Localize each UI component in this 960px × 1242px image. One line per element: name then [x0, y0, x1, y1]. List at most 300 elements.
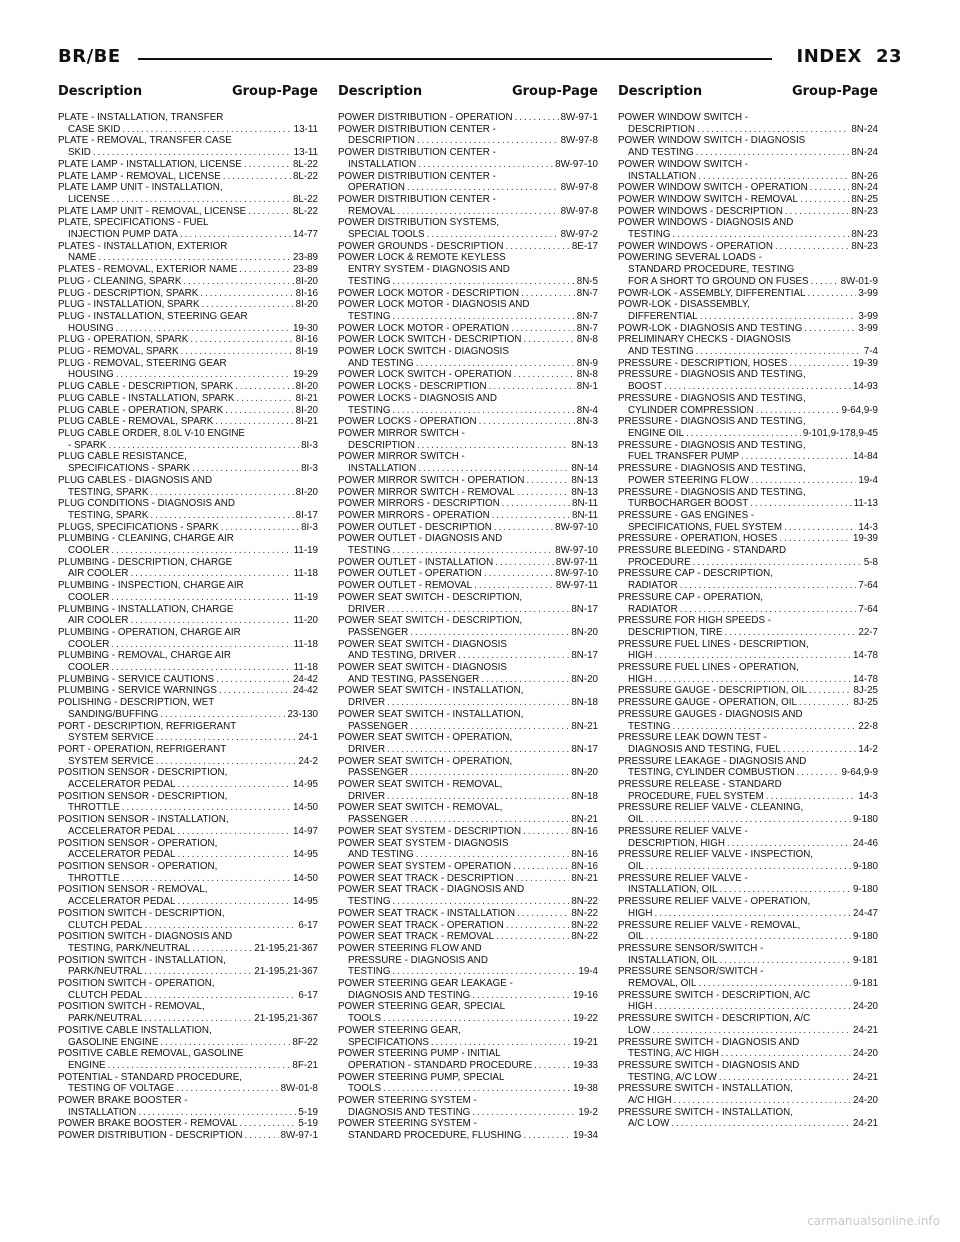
entry-page: 8L-22 [292, 193, 318, 205]
index-entry [338, 557, 598, 569]
entry-line [58, 1025, 318, 1037]
dot-leader [691, 557, 862, 569]
entry-text: DIAGNOSIS AND TESTING, FUEL [628, 743, 781, 755]
entry-text: PRESSURE GAUGE - OPERATION, OIL [618, 697, 797, 709]
index-entry [338, 662, 598, 685]
entry-text: POWER SEAT SYSTEM - DIAGNOSIS [338, 837, 509, 849]
entry-page: 24-42 [292, 673, 318, 685]
entry-line [58, 323, 318, 335]
watermark: carmanualsonline.info [807, 1214, 940, 1228]
dot-leader [91, 147, 292, 159]
entry-text: PRESSURE SENSOR/SWITCH - [618, 942, 764, 954]
entry-line [58, 990, 318, 1002]
index-entry [58, 884, 318, 907]
heading-group-page: Group-Page [231, 84, 318, 99]
entry-line [618, 299, 878, 311]
entry-page: 14-3 [858, 521, 878, 533]
entry-text: PLUG - DESCRIPTION, SPARK [58, 287, 199, 299]
entry-text: PRESSURE LEAKAGE - DIAGNOSIS AND [618, 755, 807, 767]
dot-leader [128, 568, 291, 580]
entry-line [618, 440, 878, 452]
header-rule [138, 58, 772, 60]
entry-text: PLATES - REMOVAL, EXTERIOR NAME [58, 264, 238, 276]
index-entry [338, 194, 598, 217]
entry-line [338, 428, 598, 440]
index-entry [338, 171, 598, 194]
entry-line [618, 838, 878, 850]
entry-line [618, 206, 878, 218]
entry-text: INSTALLATION [628, 170, 697, 182]
entry-line [58, 510, 318, 522]
entry-text: POWER SEAT TRACK - OPERATION [338, 919, 504, 931]
entry-line [618, 124, 878, 136]
entry-line [618, 1013, 878, 1025]
entry-line [58, 1107, 318, 1119]
entry-line [58, 1001, 318, 1013]
index-entry [618, 159, 878, 182]
entry-text: AND TESTING [628, 346, 694, 358]
entry-line [58, 592, 318, 604]
entry-page: 6-17 [298, 989, 318, 1001]
dot-leader [198, 288, 293, 300]
index-entry [58, 791, 318, 814]
index-entry [618, 194, 878, 206]
entry-page: 5-19 [298, 1106, 318, 1118]
entry-text: PLATE, SPECIFICATIONS - FUEL [58, 217, 209, 229]
entry-page: 24-1 [298, 732, 318, 744]
index-entry [618, 334, 878, 357]
index-entry [58, 604, 318, 627]
column-heading [338, 84, 598, 99]
dot-leader [809, 276, 839, 288]
index-entry [58, 1130, 318, 1142]
entry-text: PRESSURE SWITCH - INSTALLATION, [618, 1106, 793, 1118]
index-entry [58, 580, 318, 603]
entry-line [58, 838, 318, 850]
entry-text: POWER LOCK MOTOR - DESCRIPTION [338, 287, 520, 299]
entry-line [338, 709, 598, 721]
entry-line [618, 580, 878, 592]
entry-text: POWER STEERING FLOW AND [338, 942, 482, 954]
index-entry [618, 943, 878, 966]
entry-line [58, 1048, 318, 1060]
entry-page: 19-16 [572, 989, 598, 1001]
dot-leader [787, 358, 851, 370]
entry-page: 7-4 [863, 346, 878, 358]
entry-text: TESTING [348, 404, 391, 416]
entry-page: 8J-25 [853, 685, 878, 697]
dot-leader [783, 206, 849, 218]
entry-page: 11-18 [293, 568, 318, 580]
index-entry [338, 568, 598, 580]
entry-text: PLUG CABLE RESISTANCE, [58, 451, 187, 463]
entry-line [618, 627, 878, 639]
index-entry [618, 1060, 878, 1083]
entry-line [618, 369, 878, 381]
dot-leader [504, 920, 569, 932]
entry-page: 8W-97-10 [555, 158, 598, 170]
dot-leader [120, 124, 291, 136]
entry-text: AND TESTING [348, 357, 414, 369]
entry-text: OIL [628, 861, 644, 872]
entry-text: HIGH [628, 673, 653, 685]
entry-page: 8W-01-8 [280, 1083, 318, 1095]
index-entry [618, 182, 878, 194]
entry-text: POWER DISTRIBUTION CENTER - [338, 193, 496, 205]
dot-leader [158, 709, 285, 721]
dot-leader [425, 229, 559, 241]
entry-text: PARK/NEUTRAL [68, 1013, 143, 1025]
dot-leader [109, 545, 291, 557]
dot-leader [110, 194, 291, 206]
index-column-1 [58, 112, 318, 1142]
dot-leader [429, 1037, 571, 1049]
index-entry [338, 779, 598, 802]
entry-text: POWER MIRRORS - DESCRIPTION [338, 498, 500, 510]
entry-line [338, 627, 598, 639]
entry-text: PLUMBING - INSTALLATION, CHARGE [58, 603, 234, 615]
entry-page: 19-30 [292, 322, 318, 334]
index-entry [58, 171, 318, 183]
entry-page: 14-50 [292, 872, 318, 884]
dot-leader [217, 685, 291, 697]
dot-leader [390, 896, 569, 908]
entry-page: 8I-20 [295, 299, 318, 311]
entry-text: INJECTION PUMP DATA [68, 229, 178, 241]
entry-text: HIGH [628, 907, 653, 919]
index-entry [58, 334, 318, 346]
entry-page: 23-89 [292, 264, 318, 276]
entry-page: 8N-3 [576, 416, 598, 428]
entry-line [618, 1025, 878, 1037]
index-entry [618, 1083, 878, 1106]
index-entry [338, 487, 598, 499]
entry-text: PLUG CABLE - DESCRIPTION, SPARK [58, 381, 234, 393]
dot-leader [723, 627, 857, 639]
entry-text: DRIVER [348, 697, 386, 709]
entry-line [58, 943, 318, 955]
entry-line [58, 756, 318, 768]
entry-line [58, 381, 318, 393]
entry-line [58, 1130, 318, 1142]
entry-text: POWER OUTLET - REMOVAL [338, 580, 473, 592]
entry-page: 11-18 [293, 638, 318, 650]
entry-line [618, 393, 878, 405]
dot-leader [696, 171, 849, 183]
entry-line [58, 159, 318, 171]
entry-line [338, 721, 598, 733]
entry-text: POSITION SWITCH - OPERATION, [58, 978, 215, 990]
entry-text: STANDARD PROCEDURE, FLUSHING [348, 1130, 522, 1142]
entry-text: PLUG CONDITIONS - DIAGNOSIS AND [58, 498, 235, 510]
dot-leader [237, 264, 291, 276]
index-entry [338, 522, 598, 534]
dot-leader [114, 369, 291, 381]
entry-page: 8N-22 [571, 919, 598, 931]
entry-text: PLUMBING - DESCRIPTION, CHARGE [58, 556, 233, 568]
entry-text: INSTALLATION [348, 463, 417, 475]
entry-text: THROTTLE [68, 802, 120, 814]
index-column-3 [618, 112, 878, 1130]
index-entry [618, 756, 878, 779]
entry-line [338, 299, 598, 311]
index-entry [338, 393, 598, 416]
entry-line [58, 627, 318, 639]
heading-description: Description [338, 84, 423, 99]
entry-line [618, 650, 878, 662]
entry-text: PRESSURE SENSOR/SWITCH - [618, 966, 764, 978]
index-entry [58, 358, 318, 381]
index-entry [618, 873, 878, 896]
index-entry [618, 639, 878, 662]
index-entry [618, 112, 878, 135]
entry-page: 9-181 [852, 954, 878, 966]
index-entry [618, 510, 878, 533]
entry-page: 8W-97-11 [555, 556, 598, 568]
entry-line [58, 299, 318, 311]
index-title: INDEX [796, 46, 862, 67]
entry-line [338, 978, 598, 990]
entry-line [618, 451, 878, 463]
dot-leader [120, 873, 291, 885]
entry-page: 19-4 [578, 966, 598, 978]
entry-text: ENTRY SYSTEM - DIAGNOSIS AND [348, 264, 510, 276]
entry-line [618, 557, 878, 569]
entry-text: PLUG CABLE ORDER, 8.0L V-10 ENGINE [58, 427, 245, 439]
dot-leader [148, 487, 293, 499]
entry-text: PRESSURE - GAS ENGINES - [618, 509, 755, 521]
entry-page: 8N-17 [571, 603, 598, 615]
entry-page: 14-78 [852, 650, 878, 662]
entry-text: AIR COOLER [68, 615, 129, 627]
entry-page: 8N-24 [851, 147, 878, 159]
entry-line [618, 229, 878, 241]
index-entry [618, 463, 878, 486]
entry-text: POWER SEAT TRACK - REMOVAL [338, 931, 495, 943]
entry-text: POWER LOCK SWITCH - DESCRIPTION [338, 334, 522, 346]
index-entry [58, 159, 318, 171]
entry-line [618, 568, 878, 580]
index-entry [338, 124, 598, 147]
entry-line [58, 463, 318, 475]
heading-group-page: Group-Page [511, 84, 598, 99]
entry-text: LOW [628, 1024, 651, 1036]
dot-leader [381, 1083, 571, 1095]
index-column-2 [338, 112, 598, 1142]
entry-line [618, 1037, 878, 1049]
entry-line [58, 288, 318, 300]
entry-text: TURBOCHARGER BOOST [628, 498, 749, 510]
entry-text: OPERATION - STANDARD PROCEDURE [348, 1059, 533, 1071]
entry-line [58, 791, 318, 803]
entry-line [58, 884, 318, 896]
entry-text: PLUG - REMOVAL, STEERING GEAR [58, 357, 227, 369]
index-entry [58, 721, 318, 744]
entry-text: POWER STEERING GEAR, [338, 1024, 462, 1036]
entry-page: 8N-20 [571, 767, 598, 779]
index-entry [338, 978, 598, 1001]
entry-text: POWER WINDOW SWITCH - DIAGNOSIS [618, 135, 806, 147]
dot-leader [190, 943, 252, 955]
entry-line [58, 662, 318, 674]
index-entry [338, 1048, 598, 1071]
entry-line [338, 1107, 598, 1119]
dot-leader [415, 135, 559, 147]
entry-page: 19-33 [572, 1059, 598, 1071]
index-entry [618, 802, 878, 825]
dot-leader [653, 1001, 851, 1013]
entry-line [618, 416, 878, 428]
heading-group-page: Group-Page [791, 84, 878, 99]
index-entry [338, 685, 598, 708]
entry-line [58, 358, 318, 370]
entry-line [618, 756, 878, 768]
entry-line [618, 744, 878, 756]
entry-text: PROCEDURE, FUEL SYSTEM [628, 790, 764, 802]
dot-leader [503, 241, 569, 253]
dot-leader [390, 966, 576, 978]
entry-page: 11-19 [293, 591, 318, 603]
heading-description: Description [618, 84, 703, 99]
dot-leader [511, 369, 574, 381]
entry-text: PRESSURE FUEL LINES - DESCRIPTION, [618, 638, 809, 650]
entry-page: 8N-7 [576, 287, 598, 299]
entry-line [58, 1060, 318, 1072]
entry-text: CYLINDER COMPRESSION [628, 404, 754, 416]
index-entry [618, 1013, 878, 1036]
entry-text: DIAGNOSIS AND TESTING [348, 989, 471, 1001]
entry-line [618, 463, 878, 475]
entry-page: 8W-97-1 [280, 1130, 318, 1142]
entry-line [58, 568, 318, 580]
entry-line [58, 826, 318, 838]
entry-line [338, 171, 598, 183]
entry-line [58, 604, 318, 616]
index-entry [58, 1095, 318, 1118]
entry-line [618, 721, 878, 733]
entry-text: POWER BRAKE BOOSTER - REMOVAL [58, 1118, 238, 1130]
entry-text: PLATE LAMP UNIT - INSTALLATION, [58, 182, 223, 194]
entry-page: 23-130 [287, 708, 318, 720]
entry-page: 8N-13 [571, 439, 598, 451]
entry-line [338, 475, 598, 487]
entry-page: 8N-9 [576, 357, 598, 369]
entry-page: 8N-16 [571, 849, 598, 861]
entry-text: COOLER [68, 591, 110, 603]
entry-page: 19-38 [572, 1083, 598, 1095]
index-entry [58, 241, 318, 264]
entry-line [338, 592, 598, 604]
entry-page: 8I-16 [295, 334, 318, 346]
entry-page: 8N-18 [571, 790, 598, 802]
entry-line [338, 381, 598, 393]
entry-page: 8N-16 [571, 861, 598, 872]
entry-line [338, 838, 598, 850]
entry-text: POWER SEAT SWITCH - INSTALLATION, [338, 708, 524, 720]
entry-text: TESTING, PARK/NEUTRAL [68, 942, 191, 954]
dot-leader [521, 1130, 570, 1142]
entry-text: FUEL TRANSFER PUMP [628, 451, 740, 463]
index-entry [58, 697, 318, 720]
entry-page: 8W-97-8 [560, 135, 598, 147]
entry-text: PLUMBING - SERVICE CAUTIONS [58, 673, 215, 685]
entry-line [58, 744, 318, 756]
entry-text: POSITION SWITCH - REMOVAL, [58, 1001, 205, 1013]
dot-leader [174, 1083, 278, 1095]
dot-leader [773, 241, 849, 253]
entry-text: POWER SEAT SWITCH - DESCRIPTION, [338, 615, 523, 627]
entry-text: POSITION SWITCH - INSTALLATION, [58, 954, 226, 966]
entry-line [338, 756, 598, 768]
index-entry [58, 264, 318, 276]
entry-page: 8I-16 [295, 287, 318, 299]
entry-text: POSITIVE CABLE REMOVAL, GASOLINE [58, 1048, 244, 1060]
dot-leader [120, 802, 291, 814]
entry-text: POTENTIAL - STANDARD PROCEDURE, [58, 1071, 242, 1083]
dot-leader [808, 182, 850, 194]
dot-leader [493, 557, 554, 569]
entry-line [58, 1083, 318, 1095]
dot-leader [748, 498, 851, 510]
entry-text: TESTING, CYLINDER COMBUSTION [628, 767, 795, 779]
entry-line [338, 147, 598, 159]
dot-leader [219, 522, 299, 534]
entry-line [618, 522, 878, 534]
entry-line [338, 791, 598, 803]
entry-page: 9-180 [852, 931, 878, 943]
entry-page: 24-20 [852, 1048, 878, 1060]
entry-line [338, 206, 598, 218]
dot-leader [178, 229, 291, 241]
entry-text: TESTING, A/C HIGH [628, 1048, 719, 1060]
dot-leader [143, 990, 297, 1002]
entry-line [338, 557, 598, 569]
entry-line [618, 920, 878, 932]
entry-line [58, 966, 318, 978]
entry-line [338, 568, 598, 580]
entry-line [58, 393, 318, 405]
entry-text: PRESSURE SWITCH - DIAGNOSIS AND [618, 1036, 800, 1048]
entry-line [338, 194, 598, 206]
entry-line [618, 533, 878, 545]
entry-line [58, 650, 318, 662]
entry-line [618, 931, 878, 943]
entry-line [338, 252, 598, 264]
entry-text: POWER STEERING FLOW [628, 474, 749, 486]
entry-line [338, 955, 598, 967]
dot-leader [390, 276, 574, 288]
entry-line [618, 791, 878, 803]
entry-line [338, 533, 598, 545]
entry-line [618, 1107, 878, 1119]
dot-leader [670, 229, 849, 241]
dot-leader [797, 697, 852, 709]
entry-text: SPECIFICATIONS, FUEL SYSTEM [628, 521, 783, 533]
entry-text: POSITION SENSOR - DESCRIPTION, [58, 767, 228, 779]
entry-line [338, 217, 598, 229]
entry-line [618, 264, 878, 276]
dot-leader [381, 1013, 571, 1025]
entry-text: BOOST [628, 381, 663, 393]
entry-text: PRESSURE SWITCH - DESCRIPTION, A/C [618, 989, 811, 1001]
index-entry [58, 1118, 318, 1130]
entry-text: ACCELERATOR PEDAL [68, 849, 176, 861]
entry-line [338, 135, 598, 147]
entry-text: POWER DISTRIBUTION - OPERATION [338, 112, 513, 123]
entry-line [618, 217, 878, 229]
index-entry [58, 814, 318, 837]
entry-line [338, 510, 598, 522]
